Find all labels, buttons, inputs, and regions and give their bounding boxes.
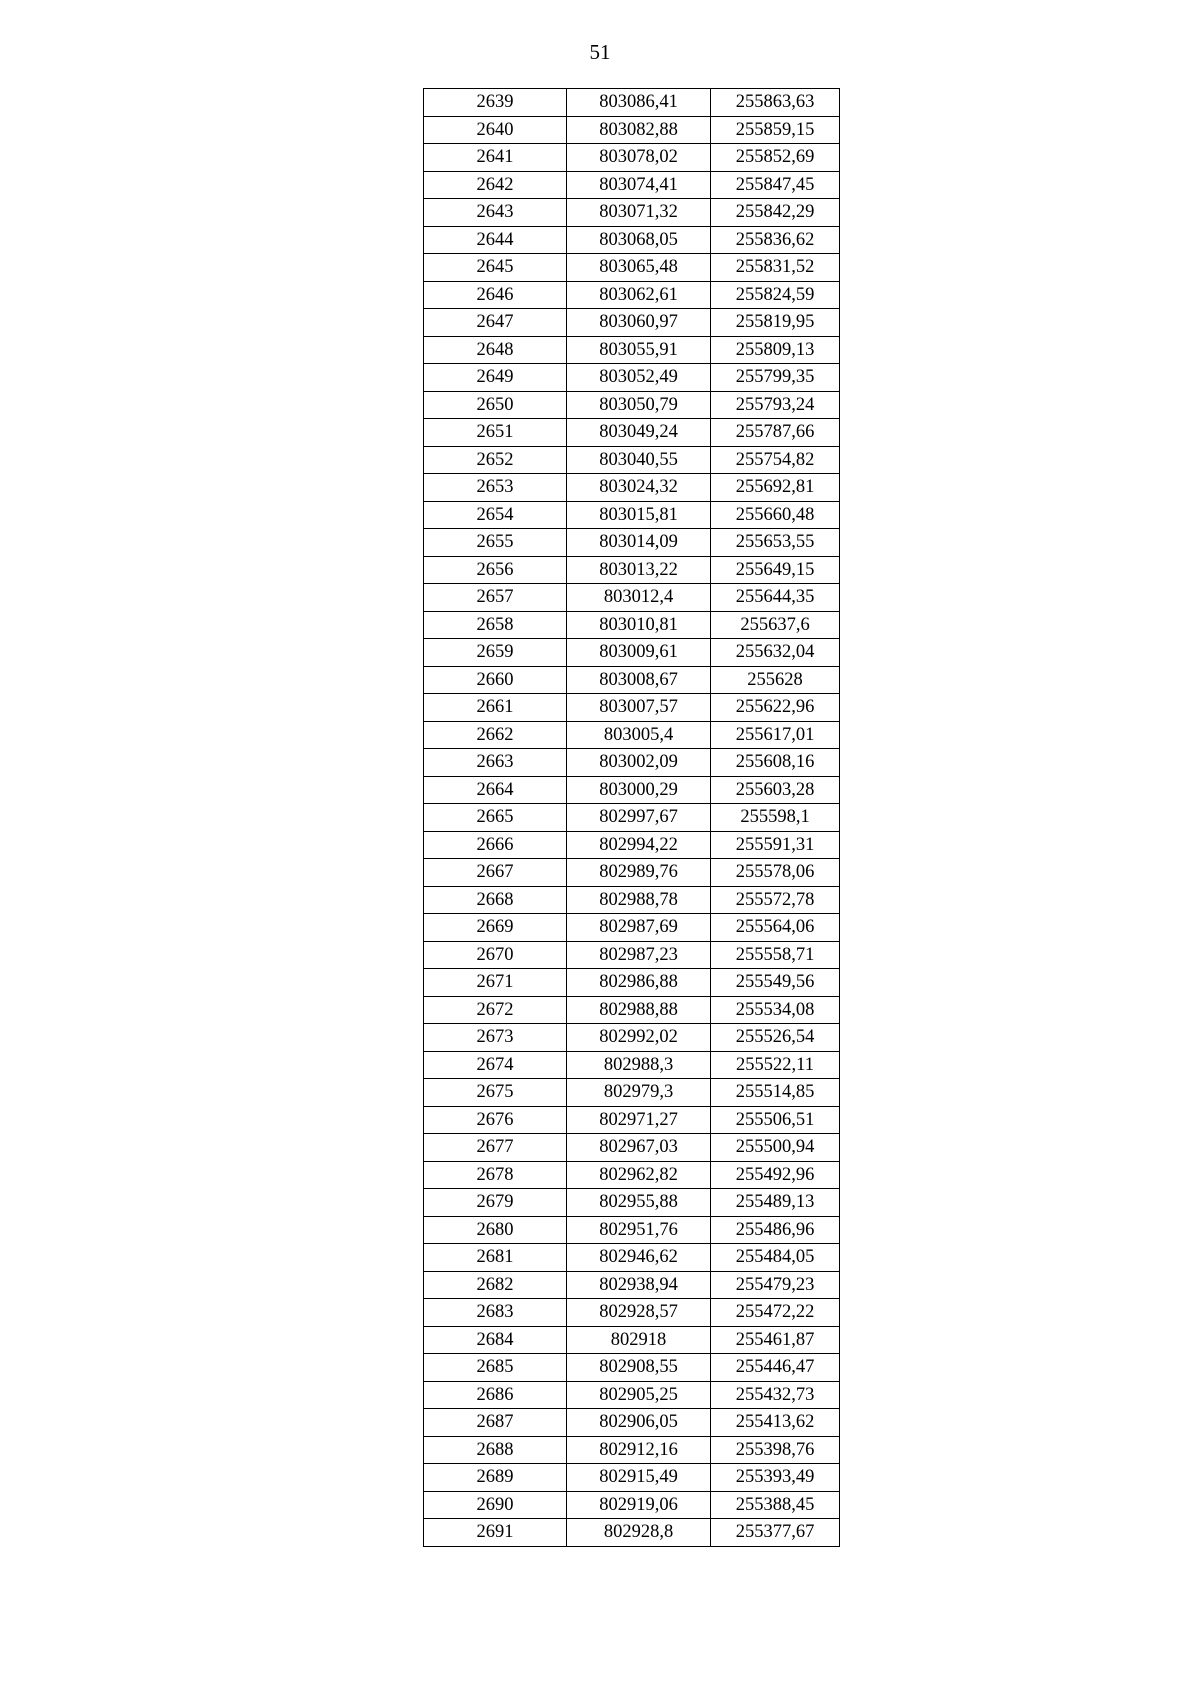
point-number-cell: 2685	[424, 1354, 567, 1382]
table-row	[424, 941, 840, 969]
x-coordinate-cell: 802905,25	[567, 1381, 711, 1409]
y-coordinate-cell: 255526,54	[711, 1024, 840, 1052]
y-coordinate-cell: 255847,45	[711, 171, 840, 199]
x-coordinate-cell: 803074,41	[567, 171, 711, 199]
y-coordinate-cell: 255603,28	[711, 776, 840, 804]
point-number-cell: 2671	[424, 969, 567, 997]
y-coordinate-cell: 255388,45	[711, 1491, 840, 1519]
y-coordinate-cell: 255787,66	[711, 419, 840, 447]
point-number-cell: 2647	[424, 309, 567, 337]
y-coordinate-cell: 255486,96	[711, 1216, 840, 1244]
table-row	[424, 336, 840, 364]
point-number-cell: 2676	[424, 1106, 567, 1134]
x-coordinate-cell: 803082,88	[567, 116, 711, 144]
table-row	[424, 1024, 840, 1052]
y-coordinate-cell: 255831,52	[711, 254, 840, 282]
x-coordinate-cell: 802987,23	[567, 941, 711, 969]
x-coordinate-cell: 803060,97	[567, 309, 711, 337]
table-row	[424, 446, 840, 474]
table-row	[424, 584, 840, 612]
point-number-cell: 2666	[424, 831, 567, 859]
x-coordinate-cell: 803013,22	[567, 556, 711, 584]
table-row	[424, 969, 840, 997]
point-number-cell: 2665	[424, 804, 567, 832]
table-row	[424, 1409, 840, 1437]
point-number-cell: 2659	[424, 639, 567, 667]
point-number-cell: 2674	[424, 1051, 567, 1079]
table-row	[424, 859, 840, 887]
point-number-cell: 2660	[424, 666, 567, 694]
point-number-cell: 2684	[424, 1326, 567, 1354]
x-coordinate-cell: 802997,67	[567, 804, 711, 832]
x-coordinate-cell: 803086,41	[567, 89, 711, 117]
x-coordinate-cell: 802928,8	[567, 1519, 711, 1547]
point-number-cell: 2657	[424, 584, 567, 612]
y-coordinate-cell: 255461,87	[711, 1326, 840, 1354]
x-coordinate-cell: 802967,03	[567, 1134, 711, 1162]
y-coordinate-cell: 255608,16	[711, 749, 840, 777]
table-row	[424, 1244, 840, 1272]
y-coordinate-cell: 255398,76	[711, 1436, 840, 1464]
x-coordinate-cell: 803002,09	[567, 749, 711, 777]
x-coordinate-cell: 803024,32	[567, 474, 711, 502]
point-number-cell: 2645	[424, 254, 567, 282]
x-coordinate-cell: 802988,88	[567, 996, 711, 1024]
point-number-cell: 2664	[424, 776, 567, 804]
x-coordinate-cell: 803007,57	[567, 694, 711, 722]
point-number-cell: 2643	[424, 199, 567, 227]
y-coordinate-cell: 255472,22	[711, 1299, 840, 1327]
point-number-cell: 2670	[424, 941, 567, 969]
table-row	[424, 116, 840, 144]
point-number-cell: 2682	[424, 1271, 567, 1299]
table-row	[424, 1134, 840, 1162]
y-coordinate-cell: 255558,71	[711, 941, 840, 969]
x-coordinate-cell: 803008,67	[567, 666, 711, 694]
table-row	[424, 1326, 840, 1354]
y-coordinate-cell: 255522,11	[711, 1051, 840, 1079]
table-row	[424, 171, 840, 199]
y-coordinate-cell: 255500,94	[711, 1134, 840, 1162]
y-coordinate-cell: 255377,67	[711, 1519, 840, 1547]
table-row	[424, 1519, 840, 1547]
point-number-cell: 2668	[424, 886, 567, 914]
y-coordinate-cell: 255692,81	[711, 474, 840, 502]
table-row	[424, 749, 840, 777]
point-number-cell: 2688	[424, 1436, 567, 1464]
point-number-cell: 2642	[424, 171, 567, 199]
y-coordinate-cell: 255492,96	[711, 1161, 840, 1189]
table-row	[424, 831, 840, 859]
table-row	[424, 1051, 840, 1079]
table-row	[424, 529, 840, 557]
coordinates-table	[423, 88, 840, 1547]
x-coordinate-cell: 803049,24	[567, 419, 711, 447]
y-coordinate-cell: 255836,62	[711, 226, 840, 254]
y-coordinate-cell: 255572,78	[711, 886, 840, 914]
table-row	[424, 1436, 840, 1464]
point-number-cell: 2690	[424, 1491, 567, 1519]
y-coordinate-cell: 255824,59	[711, 281, 840, 309]
x-coordinate-cell: 803062,61	[567, 281, 711, 309]
y-coordinate-cell: 255852,69	[711, 144, 840, 172]
y-coordinate-cell: 255863,63	[711, 89, 840, 117]
x-coordinate-cell: 803015,81	[567, 501, 711, 529]
y-coordinate-cell: 255446,47	[711, 1354, 840, 1382]
point-number-cell: 2691	[424, 1519, 567, 1547]
point-number-cell: 2672	[424, 996, 567, 1024]
y-coordinate-cell: 255413,62	[711, 1409, 840, 1437]
x-coordinate-cell: 803000,29	[567, 776, 711, 804]
y-coordinate-cell: 255632,04	[711, 639, 840, 667]
coordinates-table-body	[424, 89, 840, 1547]
table-row	[424, 199, 840, 227]
point-number-cell: 2675	[424, 1079, 567, 1107]
x-coordinate-cell: 803040,55	[567, 446, 711, 474]
y-coordinate-cell: 255598,1	[711, 804, 840, 832]
y-coordinate-cell: 255564,06	[711, 914, 840, 942]
x-coordinate-cell: 802928,57	[567, 1299, 711, 1327]
y-coordinate-cell: 255799,35	[711, 364, 840, 392]
x-coordinate-cell: 803014,09	[567, 529, 711, 557]
table-row	[424, 1079, 840, 1107]
x-coordinate-cell: 803055,91	[567, 336, 711, 364]
table-row	[424, 144, 840, 172]
table-row	[424, 1381, 840, 1409]
x-coordinate-cell: 803010,81	[567, 611, 711, 639]
point-number-cell: 2662	[424, 721, 567, 749]
x-coordinate-cell: 802906,05	[567, 1409, 711, 1437]
x-coordinate-cell: 802951,76	[567, 1216, 711, 1244]
point-number-cell: 2673	[424, 1024, 567, 1052]
point-number-cell: 2640	[424, 116, 567, 144]
table-row	[424, 254, 840, 282]
table-row	[424, 886, 840, 914]
point-number-cell: 2687	[424, 1409, 567, 1437]
x-coordinate-cell: 803050,79	[567, 391, 711, 419]
x-coordinate-cell: 802908,55	[567, 1354, 711, 1382]
x-coordinate-cell: 802989,76	[567, 859, 711, 887]
point-number-cell: 2650	[424, 391, 567, 419]
table-row	[424, 804, 840, 832]
point-number-cell: 2689	[424, 1464, 567, 1492]
table-row	[424, 996, 840, 1024]
point-number-cell: 2646	[424, 281, 567, 309]
point-number-cell: 2658	[424, 611, 567, 639]
x-coordinate-cell: 802955,88	[567, 1189, 711, 1217]
point-number-cell: 2639	[424, 89, 567, 117]
point-number-cell: 2663	[424, 749, 567, 777]
y-coordinate-cell: 255534,08	[711, 996, 840, 1024]
x-coordinate-cell: 802986,88	[567, 969, 711, 997]
y-coordinate-cell: 255506,51	[711, 1106, 840, 1134]
point-number-cell: 2648	[424, 336, 567, 364]
x-coordinate-cell: 802919,06	[567, 1491, 711, 1519]
point-number-cell: 2661	[424, 694, 567, 722]
table-row	[424, 1216, 840, 1244]
y-coordinate-cell: 255578,06	[711, 859, 840, 887]
table-row	[424, 611, 840, 639]
point-number-cell: 2649	[424, 364, 567, 392]
y-coordinate-cell: 255479,23	[711, 1271, 840, 1299]
y-coordinate-cell: 255653,55	[711, 529, 840, 557]
y-coordinate-cell: 255622,96	[711, 694, 840, 722]
x-coordinate-cell: 803068,05	[567, 226, 711, 254]
y-coordinate-cell: 255637,6	[711, 611, 840, 639]
point-number-cell: 2667	[424, 859, 567, 887]
x-coordinate-cell: 803009,61	[567, 639, 711, 667]
point-number-cell: 2680	[424, 1216, 567, 1244]
point-number-cell: 2644	[424, 226, 567, 254]
table-row	[424, 721, 840, 749]
table-row	[424, 914, 840, 942]
x-coordinate-cell: 802992,02	[567, 1024, 711, 1052]
table-row	[424, 1189, 840, 1217]
y-coordinate-cell: 255793,24	[711, 391, 840, 419]
y-coordinate-cell: 255859,15	[711, 116, 840, 144]
table-row	[424, 309, 840, 337]
point-number-cell: 2669	[424, 914, 567, 942]
point-number-cell: 2686	[424, 1381, 567, 1409]
table-row	[424, 474, 840, 502]
point-number-cell: 2656	[424, 556, 567, 584]
point-number-cell: 2654	[424, 501, 567, 529]
point-number-cell: 2678	[424, 1161, 567, 1189]
point-number-cell: 2681	[424, 1244, 567, 1272]
y-coordinate-cell: 255549,56	[711, 969, 840, 997]
table-row	[424, 419, 840, 447]
x-coordinate-cell: 802918	[567, 1326, 711, 1354]
table-row	[424, 226, 840, 254]
x-coordinate-cell: 802915,49	[567, 1464, 711, 1492]
point-number-cell: 2677	[424, 1134, 567, 1162]
x-coordinate-cell: 802971,27	[567, 1106, 711, 1134]
y-coordinate-cell: 255432,73	[711, 1381, 840, 1409]
table-row	[424, 1491, 840, 1519]
table-row	[424, 1299, 840, 1327]
y-coordinate-cell: 255644,35	[711, 584, 840, 612]
point-number-cell: 2653	[424, 474, 567, 502]
point-number-cell: 2652	[424, 446, 567, 474]
x-coordinate-cell: 802988,78	[567, 886, 711, 914]
table-row	[424, 364, 840, 392]
point-number-cell: 2655	[424, 529, 567, 557]
table-row	[424, 556, 840, 584]
table-row	[424, 639, 840, 667]
x-coordinate-cell: 802979,3	[567, 1079, 711, 1107]
point-number-cell: 2683	[424, 1299, 567, 1327]
point-number-cell: 2651	[424, 419, 567, 447]
x-coordinate-cell: 802994,22	[567, 831, 711, 859]
point-number-cell: 2641	[424, 144, 567, 172]
table-row	[424, 281, 840, 309]
table-row	[424, 1161, 840, 1189]
table-row	[424, 1106, 840, 1134]
x-coordinate-cell: 803052,49	[567, 364, 711, 392]
y-coordinate-cell: 255660,48	[711, 501, 840, 529]
table-row	[424, 776, 840, 804]
x-coordinate-cell: 802912,16	[567, 1436, 711, 1464]
x-coordinate-cell: 803071,32	[567, 199, 711, 227]
y-coordinate-cell: 255649,15	[711, 556, 840, 584]
y-coordinate-cell: 255514,85	[711, 1079, 840, 1107]
y-coordinate-cell: 255628	[711, 666, 840, 694]
x-coordinate-cell: 802938,94	[567, 1271, 711, 1299]
y-coordinate-cell: 255484,05	[711, 1244, 840, 1272]
x-coordinate-cell: 802988,3	[567, 1051, 711, 1079]
table-row	[424, 501, 840, 529]
y-coordinate-cell: 255393,49	[711, 1464, 840, 1492]
page-number: 51	[589, 40, 611, 64]
x-coordinate-cell: 803012,4	[567, 584, 711, 612]
table-row	[424, 666, 840, 694]
y-coordinate-cell: 255842,29	[711, 199, 840, 227]
y-coordinate-cell: 255591,31	[711, 831, 840, 859]
y-coordinate-cell: 255617,01	[711, 721, 840, 749]
y-coordinate-cell: 255819,95	[711, 309, 840, 337]
y-coordinate-cell: 255809,13	[711, 336, 840, 364]
x-coordinate-cell: 803078,02	[567, 144, 711, 172]
x-coordinate-cell: 802987,69	[567, 914, 711, 942]
table-row	[424, 694, 840, 722]
table-row	[424, 1354, 840, 1382]
table-row	[424, 1271, 840, 1299]
table-row	[424, 391, 840, 419]
table-row	[424, 89, 840, 117]
point-number-cell: 2679	[424, 1189, 567, 1217]
x-coordinate-cell: 802946,62	[567, 1244, 711, 1272]
y-coordinate-cell: 255489,13	[711, 1189, 840, 1217]
x-coordinate-cell: 802962,82	[567, 1161, 711, 1189]
x-coordinate-cell: 803005,4	[567, 721, 711, 749]
x-coordinate-cell: 803065,48	[567, 254, 711, 282]
table-row	[424, 1464, 840, 1492]
y-coordinate-cell: 255754,82	[711, 446, 840, 474]
